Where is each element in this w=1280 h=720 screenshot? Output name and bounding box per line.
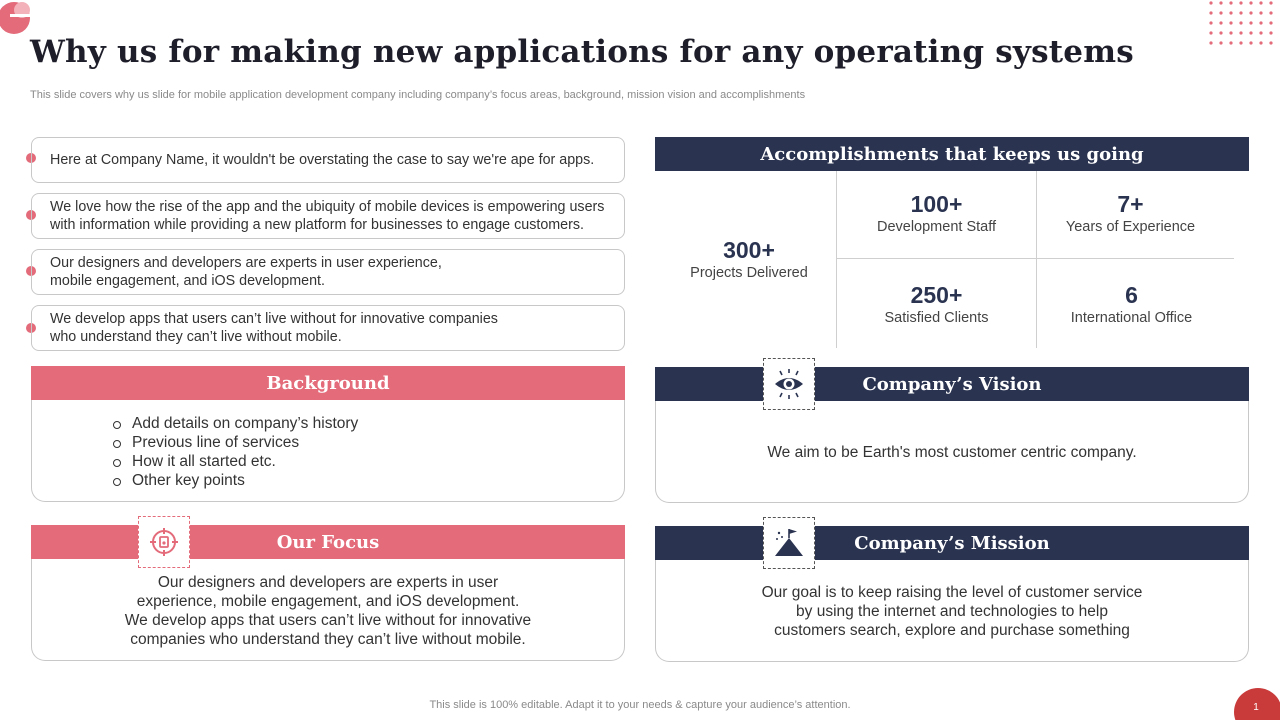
vision-text: We aim to be Earth's most customer centric company. [767,444,1137,461]
circle-bullet-icon [113,459,121,467]
vision-header: Company’s Vision [655,367,1249,401]
mountain-flag-icon [772,526,806,560]
stat-offices: 6 International Office [1070,282,1193,326]
page-subtitle: This slide covers why us slide for mobile application development company including company’s focus areas, background, mission vision and accomplishments [30,89,806,101]
accomplishments-header: Accomplishments that keeps us going [655,137,1249,171]
bullet-box [31,193,625,239]
stat-staff: 100+ Development Staff [876,191,997,235]
circle-bullet-icon [113,440,121,448]
grid-divider [836,258,1234,259]
bullet-box [31,249,625,295]
eye-icon [772,367,806,401]
mountain-icon-box [763,517,815,569]
page-title: Why us for making new applications for any operating systems [30,34,1134,70]
mission-text: Our goal is to keep raising the level of customer service by using the internet and technologies to help customers search, explore and purchase something [761,584,1143,639]
stat-years: 7+ Years of Experience [1065,191,1196,235]
circle-bullet-icon [113,421,121,429]
stat-projects: 300+ Projects Delivered [690,237,808,281]
bullet-text: We love how the rise of the app and the ubiquity of mobile devices is empowering users with information while providing a new platform for businesses to engage customers. [50,199,605,233]
focus-text: Our designers and developers are experts in user experience, mobile engagement, and iOS development. We develop apps that users can’t live without for innovative companies who understand they can’t live without mobile. [124,574,532,648]
bullet-text: We develop apps that users can’t live without for innovative companies who understand they can’t live without mobile. [50,311,498,345]
bullet-box [31,137,625,183]
circle-bullet-icon [113,478,121,486]
mission-header: Company’s Mission [655,526,1249,560]
list-item: Other key points [113,471,358,490]
background-list [113,414,358,490]
page-number: 1 [1234,688,1280,720]
bullet-text: Here at Company Name, it wouldn't be overstating the case to say we're ape for apps. [50,152,595,168]
list-item: Add details on company’s history [113,414,358,433]
background-header: Background [31,366,625,400]
list-item: Previous line of services [113,433,358,452]
focus-header: Our Focus [31,525,625,559]
bullet-text: Our designers and developers are experts in user experience, mobile engagement, and iOS development. [50,255,442,289]
eye-icon-box [763,358,815,410]
dot-grid-decoration [1208,0,1280,48]
footer-note: This slide is 100% editable. Adapt it to your needs & capture your audience’s attention. [429,699,851,711]
stat-clients: 250+ Satisfied Clients [884,282,989,326]
target-icon [148,526,180,558]
target-icon-box [138,516,190,568]
list-item: How it all started etc. [113,452,358,471]
bullet-box [31,305,625,351]
